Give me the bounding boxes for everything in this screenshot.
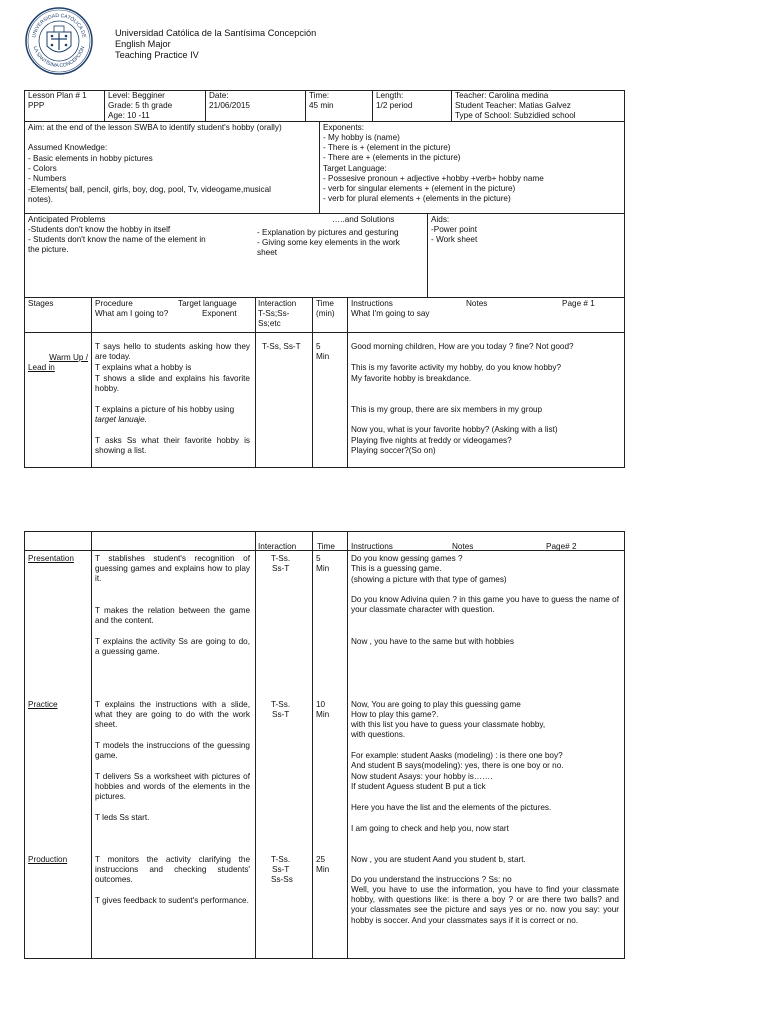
- course-name: Teaching Practice IV: [115, 50, 199, 60]
- practice-instruction: with this list you have to guess your classmate hobby,: [351, 720, 546, 729]
- time-value: 45 min: [309, 101, 334, 110]
- solutions-list: [257, 228, 400, 259]
- presentation-instruction: Do you know Adivina quien ? in this game you have to guess the name of your classmate character with question.: [351, 595, 619, 615]
- stage-presentation: Presentation: [28, 554, 74, 563]
- interaction-sub1: T-Ss;Ss-: [258, 309, 290, 318]
- aid-item: -Power point: [431, 225, 477, 234]
- exponents-list: [323, 133, 544, 204]
- stages-header: Stages: [28, 299, 54, 308]
- time-header: Time: [316, 299, 334, 308]
- practice-instruction: How to play this game?.: [351, 710, 439, 719]
- practice-instruction: And student B says(modeling): yes, there is one boy or no.: [351, 761, 564, 770]
- presentation-time-unit: Min: [316, 564, 330, 573]
- target-language-item: - verb for singular elements + (element in the picture): [323, 183, 516, 193]
- instructions-header: Instructions: [351, 299, 393, 308]
- warmup-time: 5: [316, 342, 321, 351]
- warmup-procedure: T says hello to students asking how they are today.: [95, 342, 250, 362]
- page-number-2: Page# 2: [546, 542, 577, 551]
- production-procedure: T monitors the activity clarifying the instruccions and checking students' outcomes.: [95, 855, 250, 885]
- warmup-interaction: T-Ss, Ss-T: [262, 342, 301, 351]
- warmup-time-unit: Min: [316, 352, 330, 361]
- length-label: Length:: [376, 91, 404, 100]
- warmup-procedure: T explains a picture of his hobby using: [95, 405, 235, 414]
- production-instruction: Do you understand the instruccions ? Ss: no: [351, 875, 512, 884]
- production-interaction: Ss-Ss: [271, 875, 293, 884]
- time-sub: (min): [316, 309, 335, 318]
- presentation-instruction: This is a guessing game.: [351, 564, 442, 573]
- problem-item: - Students don't know the name of the element in: [28, 235, 206, 245]
- production-procedure: T gives feedback to sudent's performance.: [95, 896, 249, 905]
- interaction-header-2: Interaction: [258, 542, 297, 551]
- warmup-procedure: T explains what a hobby is: [95, 363, 192, 372]
- stage-practice: Practice: [28, 700, 58, 709]
- date-label: Date:: [209, 91, 229, 100]
- production-instruction: Well, you have to use the information, you have to find your classmate hobby, with questions like: is there a boy ? or are there two balls? and your classmates see the picture and says yes or no. now you say: your hobby is soccer. And your classmates says if it is correct or no.: [351, 885, 619, 925]
- practice-instruction: Now, You are going to play this guessing game: [351, 700, 521, 709]
- university-seal: [24, 6, 94, 76]
- major-name: English Major: [115, 39, 171, 49]
- notes-header-2: Notes: [452, 542, 474, 551]
- production-interaction: T-Ss.: [271, 855, 291, 864]
- knowledge-item: - Basic elements in hobby pictures: [28, 154, 153, 163]
- warmup-instruction: Playing soccer?(So on): [351, 446, 436, 455]
- practice-procedure: T leds Ss start.: [95, 813, 150, 822]
- time-header-2: Time: [317, 542, 335, 551]
- stage-production: Production: [28, 855, 68, 864]
- presentation-interaction: Ss-T: [272, 564, 290, 573]
- svg-text:LA SANTÍSIMA CONCEPCIÓN: LA SANTÍSIMA CONCEPCIÓN: [31, 45, 87, 70]
- production-instruction: Now , you are student Aand you student b, start.: [351, 855, 526, 864]
- grade: Grade: 5 th grade: [108, 101, 173, 110]
- exponents-title: Exponents:: [323, 123, 364, 132]
- warmup-procedure: T asks Ss what their favorite hobby is showing a list.: [95, 436, 250, 456]
- method: PPP: [28, 101, 45, 110]
- svg-text:UNIVERSIDAD CATÓLICA DE: UNIVERSIDAD CATÓLICA DE: [31, 12, 87, 39]
- level: Level: Begginer: [108, 91, 165, 100]
- production-time: 25: [316, 855, 326, 864]
- knowledge-item: -Elements( ball, pencil, girls, boy, dog, pool, Tv, videogame,musical: [28, 184, 272, 194]
- solution-item: sheet: [257, 248, 278, 258]
- practice-time-unit: Min: [316, 710, 330, 719]
- practice-interaction: T-Ss.: [271, 700, 291, 709]
- lesson-plan-number: Lesson Plan # 1: [28, 91, 87, 100]
- practice-interaction: Ss-T: [272, 710, 290, 719]
- solution-item: - Explanation by pictures and gesturing: [257, 228, 399, 237]
- aid-item: - Work sheet: [431, 235, 478, 245]
- target-language-item: - verb for plural elements + (elements in the picture): [323, 194, 511, 204]
- practice-instruction: with questions.: [351, 730, 406, 739]
- age: Age: 10 -11: [108, 111, 150, 120]
- aids-title: Aids:: [431, 215, 450, 224]
- warmup-instruction: My favorite hobby is breakdance.: [351, 374, 472, 383]
- presentation-procedure: T explains the activity Ss are going to do, a guessing game.: [95, 637, 250, 657]
- aim: Aim: at the end of the lesson SWBA to identify student's hobby (orally): [28, 123, 282, 132]
- production-interaction: Ss-T: [272, 865, 290, 874]
- presentation-instruction: (showing a picture with that type of games): [351, 575, 507, 584]
- time-label: Time:: [309, 91, 330, 100]
- school-type: Type of School: Subzidied school: [455, 111, 576, 120]
- date-value: 21/06/2015: [209, 101, 250, 110]
- length-value: 1/2 period: [376, 101, 413, 110]
- procedure-header: Procedure: [95, 299, 133, 308]
- exponent-item: - There are + (elements in the picture): [323, 153, 461, 163]
- target-language-item: - Possesive pronoun + adjective +hobby +verb+ hobby name: [323, 173, 544, 183]
- knowledge-list: [28, 154, 271, 205]
- warmup-procedure: T shows a slide and explains his favorite hobby.: [95, 374, 250, 394]
- target-language-title: Target Language:: [323, 163, 387, 173]
- page-number: Page # 1: [562, 299, 595, 308]
- aids-list: [431, 225, 477, 245]
- presentation-time: 5: [316, 554, 321, 563]
- problems-title: Anticipated Problems: [28, 215, 106, 224]
- practice-procedure: T delivers Ss a worksheet with pictures of hobbies and words of the elements in the pictures.: [95, 772, 250, 802]
- target-language-header: Target language: [178, 299, 237, 308]
- practice-instruction: Here you have the list and the elements of the pictures.: [351, 803, 552, 812]
- presentation-instruction: Now , you have to the same but with hobbies: [351, 637, 514, 646]
- warmup-instruction: Good morning children, How are you today ? fine? Not good?: [351, 342, 574, 351]
- practice-instruction: I am going to check and help you, now start: [351, 824, 509, 833]
- presentation-procedure: T stablishes student's recognition of guessing games and explains how to play it.: [95, 554, 250, 584]
- what-say-header: What I'm going to say: [351, 309, 430, 318]
- problem-item: -Students don't know the hobby in itself: [28, 225, 171, 234]
- knowledge-title: Assumed Knowledge:: [28, 143, 108, 152]
- practice-instruction: Now student Asays: your hobby is…….: [351, 772, 493, 781]
- presentation-instruction: Do you know gessing games ?: [351, 554, 463, 563]
- presentation-interaction: T-Ss.: [271, 554, 291, 563]
- interaction-header: Interaction: [258, 299, 297, 308]
- warmup-instruction: This is my group, there are six members in my group: [351, 405, 543, 414]
- stage-lead-in: Lead in: [28, 363, 55, 372]
- warmup-instruction: This is my favorite activity my hobby, do you know hobby?: [351, 363, 562, 372]
- knowledge-item: - Colors: [28, 164, 57, 174]
- what-am-i-header: What am I going to?: [95, 309, 169, 318]
- solution-item: - Giving some key elements in the work: [257, 238, 400, 248]
- university-name: Universidad Católica de la Santísima Concepción: [115, 28, 317, 38]
- practice-time: 10: [316, 700, 326, 709]
- warmup-procedure-italic: target lanuaje.: [95, 415, 147, 424]
- practice-instruction: For example: student Aasks (modeling) : is there one boy?: [351, 751, 563, 760]
- interaction-sub2: Ss;etc: [258, 319, 281, 328]
- problem-item: the picture.: [28, 245, 69, 255]
- warmup-instruction: Now you, what is your favorite hobby? (Asking with a list): [351, 425, 558, 434]
- stage-warmup: Warm Up /: [49, 353, 88, 362]
- student-teacher: Student Teacher: Matias Galvez: [455, 101, 571, 110]
- problems-list: [28, 225, 206, 256]
- practice-procedure: T explains the instructions with a slide, what they are going to do with the work sheet.: [95, 700, 250, 730]
- knowledge-item: - Numbers: [28, 174, 67, 184]
- exponent-item: - My hobby is (name): [323, 133, 400, 142]
- instructions-header-2: Instructions: [351, 542, 393, 551]
- notes-header: Notes: [466, 299, 488, 308]
- solutions-title: …..and Solutions: [332, 215, 395, 224]
- exponent-header: Exponent: [202, 309, 237, 318]
- production-time-unit: Min: [316, 865, 330, 874]
- practice-instruction: If student Aguess student B put a tick: [351, 782, 486, 791]
- exponent-item: - There is + (element in the picture): [323, 143, 451, 153]
- practice-procedure: T models the instruccions of the guessing game.: [95, 741, 250, 761]
- knowledge-item: notes).: [28, 194, 54, 204]
- warmup-instruction: Playing five nights at freddy or videogames?: [351, 436, 512, 445]
- presentation-procedure: T makes the relation between the game and the content.: [95, 606, 250, 626]
- teacher: Teacher: Carolina medina: [455, 91, 549, 100]
